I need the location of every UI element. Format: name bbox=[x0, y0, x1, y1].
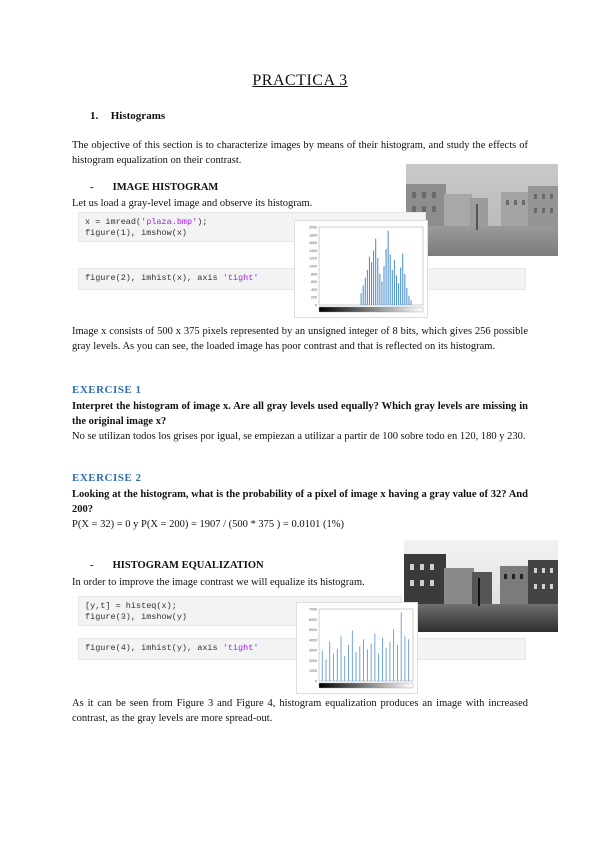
section-heading bbox=[90, 110, 165, 122]
hist2-bar bbox=[341, 636, 342, 681]
hist2-bar bbox=[348, 645, 349, 681]
hist2-bar bbox=[374, 633, 375, 681]
hist2-bar bbox=[333, 654, 334, 681]
hist1-bar bbox=[361, 293, 362, 305]
hist1-tick-label: 1600 bbox=[309, 241, 317, 246]
hist1-bar bbox=[406, 288, 407, 305]
hist2-bar bbox=[382, 638, 383, 681]
histogram-equalization-text: In order to improve the image contrast we will equalize its histogram. bbox=[72, 577, 365, 588]
hist2-bar bbox=[344, 656, 345, 681]
exercise2-question: Looking at the histogram, what is the probability of a pixel of image x having a gray value of 32? And 200? bbox=[72, 489, 528, 515]
hist2-bar bbox=[408, 639, 409, 681]
hist2-bar bbox=[322, 651, 323, 681]
conclusion-paragraph: As it can be seen from Figure 3 and Figure 4, histogram equalization produces an image with increased contrast, as the gray levels are more spread-out. bbox=[72, 698, 528, 724]
hist2-bar bbox=[356, 652, 357, 681]
hist1-bar bbox=[377, 258, 378, 305]
section-number: 1. bbox=[90, 110, 99, 122]
hist1-bar bbox=[390, 254, 391, 305]
image-histogram-heading: - IMAGE HISTOGRAM bbox=[90, 182, 219, 193]
hist1-tick-label: 400 bbox=[311, 287, 317, 292]
hist1-bar bbox=[392, 270, 393, 305]
hist2-tick-label: 6000 bbox=[309, 617, 317, 622]
hist2-bar bbox=[326, 659, 327, 681]
hist1-bar bbox=[411, 300, 412, 305]
description-paragraph: Image x consists of 500 x 375 pixels represented by an unsigned integer of 8 bits, which gives 256 possible gray levels. As you can see, the loaded image has poor contrast and that is reflected on its histogram. bbox=[72, 326, 528, 352]
code-block-imhist: figure(2), imhist(x), axis 'tight' bbox=[78, 268, 526, 290]
exercise2-answer: P(X = 32) = 0 y P(X = 200) = 1907 / (500 * 375 ) = 0.0101 (1%) bbox=[72, 519, 344, 530]
hist2-bar bbox=[329, 641, 330, 681]
hist1-tick-label: 1000 bbox=[309, 264, 317, 269]
exercise2-heading: EXERCISE 2 bbox=[72, 472, 142, 484]
hist1-tick-label: 1400 bbox=[309, 248, 317, 253]
hist1-bar bbox=[367, 270, 368, 305]
hist1-tick-label: 1800 bbox=[309, 233, 317, 238]
hist2-bar bbox=[393, 629, 394, 681]
code-block-imread: x = imread('plaza.bmp'); figure(1), imshow(x) bbox=[78, 212, 426, 242]
hist2-bar bbox=[352, 631, 353, 681]
plaza-equalized-photo bbox=[404, 540, 558, 632]
hist1-bar bbox=[375, 239, 376, 305]
hist2-tick-label: 2000 bbox=[309, 658, 317, 663]
hist2-bar bbox=[363, 639, 364, 681]
intro-paragraph: The objective of this section is to characterize images by means of their histogram, and study the effects of histogram equalization on their contrast. bbox=[72, 140, 528, 166]
hist2-bar bbox=[378, 654, 379, 681]
exercise1-question: Interpret the histogram of image x. Are all gray levels used equally? Which gray levels are missing in the original image x? bbox=[72, 401, 528, 427]
hist2-bar bbox=[367, 649, 368, 681]
hist2-bar bbox=[397, 645, 398, 681]
hist1-gray-bar bbox=[319, 307, 423, 312]
image-histogram-text: Let us load a gray-level image and observe its histogram. bbox=[72, 198, 313, 209]
hist2-tick-label: 0 bbox=[315, 679, 317, 684]
hist2-tick-label: 3000 bbox=[309, 648, 317, 653]
hist1-bar bbox=[402, 254, 403, 305]
hist1-bar bbox=[369, 257, 370, 305]
histogram-original bbox=[294, 220, 428, 318]
hist1-tick-label: 200 bbox=[311, 295, 317, 300]
exercise1-answer: No se utilizan todos los grises por igual, se empiezan a utilizar a partir de 100 sobre todo en 120, 180 y 230. bbox=[72, 431, 526, 442]
hist1-bar bbox=[365, 278, 366, 305]
hist1-tick-label: 0 bbox=[315, 303, 317, 308]
hist2-bar bbox=[337, 649, 338, 681]
hist2-tick-label: 5000 bbox=[309, 628, 317, 633]
hist2-bar bbox=[401, 613, 402, 681]
hist1-bar bbox=[373, 250, 374, 305]
hist2-tick-label: 4000 bbox=[309, 638, 317, 643]
hist1-bar bbox=[400, 268, 401, 305]
hist1-bar bbox=[394, 260, 395, 305]
hist1-bar bbox=[371, 262, 372, 305]
code-block-histeq: [y,t] = histeq(x); figure(3), imshow(y) bbox=[78, 596, 402, 626]
hist1-tick-label: 2000 bbox=[309, 225, 317, 230]
hist1-bar bbox=[398, 283, 399, 305]
page-title: PRACTICA 3 bbox=[252, 72, 348, 89]
section-title: Histograms bbox=[110, 110, 166, 122]
hist1-bar bbox=[404, 274, 405, 305]
hist1-bar bbox=[381, 282, 382, 305]
hist1-bar bbox=[379, 274, 380, 305]
hist1-bar bbox=[396, 275, 397, 305]
hist1-bar bbox=[363, 286, 364, 306]
hist2-bar bbox=[386, 648, 387, 681]
hist1-tick-label: 600 bbox=[311, 280, 317, 285]
code-block-imhist-equalized: figure(4), imhist(y), axis 'tight' bbox=[78, 638, 526, 660]
hist2-bar bbox=[405, 636, 406, 681]
hist1-tick-label: 1200 bbox=[309, 256, 317, 261]
hist2-gray-bar bbox=[319, 683, 413, 688]
hist1-tick-label: 800 bbox=[311, 272, 317, 277]
hist2-bar bbox=[390, 642, 391, 681]
histogram-equalized bbox=[296, 602, 418, 694]
hist2-tick-label: 1000 bbox=[309, 669, 317, 674]
hist1-bar bbox=[386, 249, 387, 305]
hist1-bar bbox=[408, 296, 409, 305]
hist2-bar bbox=[371, 644, 372, 681]
hist1-bar bbox=[383, 266, 384, 305]
histogram-equalization-heading: - HISTOGRAM EQUALIZATION bbox=[90, 560, 264, 571]
hist1-bar bbox=[388, 231, 389, 305]
hist2-bar bbox=[359, 646, 360, 681]
exercise1-heading: EXERCISE 1 bbox=[72, 384, 142, 396]
hist2-tick-label: 7000 bbox=[309, 607, 317, 612]
